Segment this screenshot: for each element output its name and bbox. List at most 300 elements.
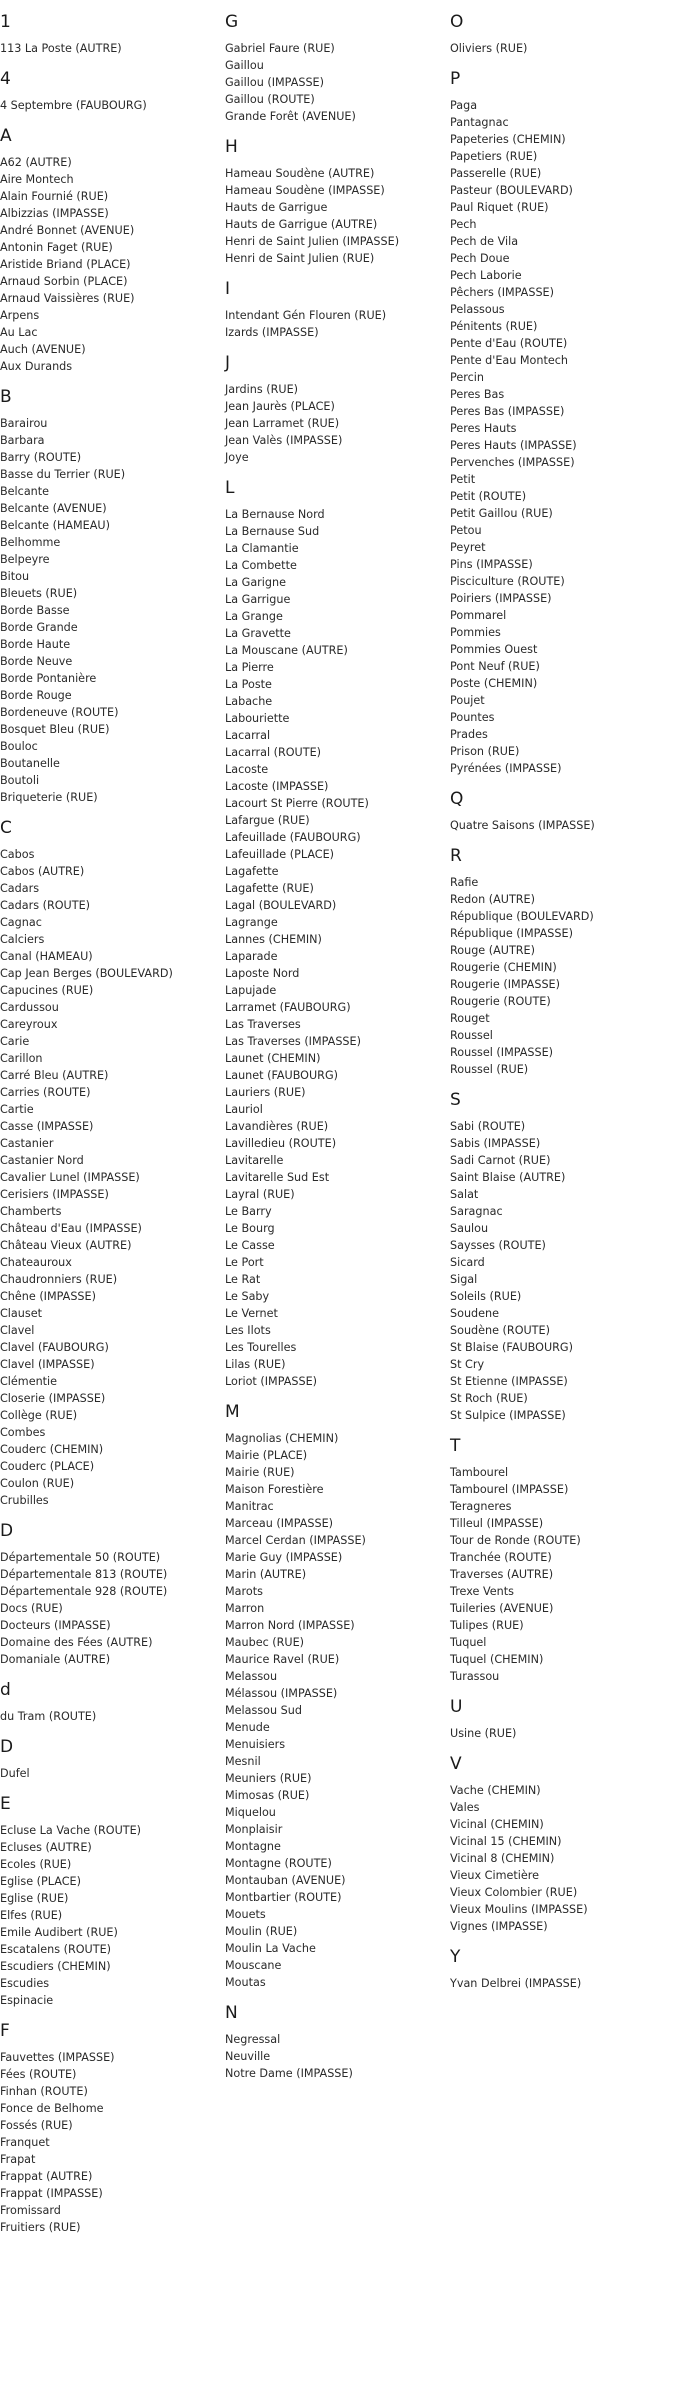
street-item[interactable]: Pénitents (RUE) [450, 320, 538, 333]
street-item[interactable]: Carie [0, 1035, 30, 1048]
street-item[interactable]: Finhan (ROUTE) [0, 2085, 88, 2098]
street-item[interactable]: Pelassous [450, 303, 505, 316]
street-item[interactable]: Peres Hauts [450, 422, 517, 435]
street-item[interactable]: Pêchers (IMPASSE) [450, 286, 554, 299]
street-item[interactable]: Pente d'Eau Montech [450, 354, 568, 367]
street-item[interactable]: 4 Septembre (FAUBOURG) [0, 99, 147, 112]
street-item[interactable]: Borde Pontanière [0, 672, 97, 685]
street-item[interactable]: Pasteur (BOULEVARD) [450, 184, 573, 197]
street-item[interactable]: Chêne (IMPASSE) [0, 1290, 96, 1303]
street-item[interactable]: Gaillou (IMPASSE) [225, 76, 324, 89]
street-item[interactable]: Belcante (HAMEAU) [0, 519, 110, 532]
street-item[interactable]: République (IMPASSE) [450, 927, 573, 940]
street-item[interactable]: Vicinal (CHEMIN) [450, 1818, 544, 1831]
street-item[interactable]: Larramet (FAUBOURG) [225, 1001, 351, 1014]
street-item[interactable]: Maison Forestière [225, 1483, 324, 1496]
street-item[interactable]: Cardussou [0, 1001, 59, 1014]
street-item[interactable]: Layral (RUE) [225, 1188, 295, 1201]
street-item[interactable]: Lapujade [225, 984, 277, 997]
street-item[interactable]: Elfes (RUE) [0, 1909, 63, 1922]
street-item[interactable]: Lavandières (RUE) [225, 1120, 329, 1133]
street-item[interactable]: Chamberts [0, 1205, 62, 1218]
street-item[interactable]: A62 (AUTRE) [0, 156, 72, 169]
street-item[interactable]: St Roch (RUE) [450, 1392, 528, 1405]
street-item[interactable]: Fauvettes (IMPASSE) [0, 2051, 115, 2064]
street-item[interactable]: Eglise (PLACE) [0, 1875, 81, 1888]
street-item[interactable]: Le Casse [225, 1239, 275, 1252]
street-item[interactable]: Clavel (IMPASSE) [0, 1358, 95, 1371]
street-item[interactable]: Castanier [0, 1137, 54, 1150]
street-item[interactable]: Montagne (ROUTE) [225, 1857, 332, 1870]
street-item[interactable]: Vicinal 15 (CHEMIN) [450, 1835, 562, 1848]
street-item[interactable]: Départementale 928 (ROUTE) [0, 1585, 168, 1598]
street-item[interactable]: Arnaud Sorbin (PLACE) [0, 275, 128, 288]
street-item[interactable]: Salat [450, 1188, 479, 1201]
street-item[interactable]: Montagne [225, 1840, 281, 1853]
street-item[interactable]: Jean Valès (IMPASSE) [225, 434, 343, 447]
street-item[interactable]: Jean Jaurès (PLACE) [225, 400, 335, 413]
street-item[interactable]: Rafie [450, 876, 479, 889]
street-item[interactable]: Chaudronniers (RUE) [0, 1273, 118, 1286]
street-item[interactable]: Passerelle (RUE) [450, 167, 542, 180]
street-item[interactable]: Trexe Vents [450, 1585, 514, 1598]
street-item[interactable]: Saint Blaise (AUTRE) [450, 1171, 566, 1184]
street-item[interactable]: Petou [450, 524, 482, 537]
street-item[interactable]: Lafeuillade (FAUBOURG) [225, 831, 361, 844]
street-item[interactable]: La Gravette [225, 627, 291, 640]
street-item[interactable]: Henri de Saint Julien (IMPASSE) [225, 235, 400, 248]
street-item[interactable]: La Poste [225, 678, 272, 691]
street-item[interactable]: Neuville [225, 2050, 271, 2063]
street-item[interactable]: St Sulpice (IMPASSE) [450, 1409, 566, 1422]
street-item[interactable]: Collège (RUE) [0, 1409, 78, 1422]
street-item[interactable]: Pommies [450, 626, 501, 639]
street-item[interactable]: La Garrigue [225, 593, 291, 606]
street-item[interactable]: Lagal (BOULEVARD) [225, 899, 337, 912]
street-item[interactable]: Escudies [0, 1977, 50, 1990]
street-item[interactable]: Cadars [0, 882, 40, 895]
street-item[interactable]: Lacoste [225, 763, 269, 776]
street-item[interactable]: Manitrac [225, 1500, 274, 1513]
street-item[interactable]: Pervenches (IMPASSE) [450, 456, 575, 469]
street-item[interactable]: Quatre Saisons (IMPASSE) [450, 819, 595, 832]
street-item[interactable]: Boutoli [0, 774, 40, 787]
street-item[interactable]: Vieux Colombier (RUE) [450, 1886, 578, 1899]
street-item[interactable]: Tambourel (IMPASSE) [450, 1483, 569, 1496]
street-item[interactable]: Petit [450, 473, 476, 486]
street-item[interactable]: Rougerie (CHEMIN) [450, 961, 557, 974]
street-item[interactable]: Cabos [0, 848, 35, 861]
street-item[interactable]: Peres Bas (IMPASSE) [450, 405, 565, 418]
street-item[interactable]: Crubilles [0, 1494, 49, 1507]
street-item[interactable]: Escudiers (CHEMIN) [0, 1960, 111, 1973]
street-item[interactable]: Les Ilots [225, 1324, 271, 1337]
street-item[interactable]: Las Traverses [225, 1018, 301, 1031]
street-item[interactable]: Fruitiers (RUE) [0, 2221, 81, 2234]
street-item[interactable]: Paga [450, 99, 478, 112]
street-item[interactable]: Pommarel [450, 609, 507, 622]
street-item[interactable]: Mouscane [225, 1959, 282, 1972]
street-item[interactable]: Borde Haute [0, 638, 71, 651]
street-item[interactable]: Lavilledieu (ROUTE) [225, 1137, 337, 1150]
street-item[interactable]: Le Saby [225, 1290, 270, 1303]
street-item[interactable]: Teragneres [450, 1500, 512, 1513]
street-item[interactable]: Pommies Ouest [450, 643, 538, 656]
street-item[interactable]: Tour de Ronde (ROUTE) [450, 1534, 581, 1547]
street-item[interactable]: Petit Gaillou (RUE) [450, 507, 553, 520]
street-item[interactable]: Saysses (ROUTE) [450, 1239, 546, 1252]
street-item[interactable]: André Bonnet (AVENUE) [0, 224, 135, 237]
street-item[interactable]: Intendant Gén Flouren (RUE) [225, 309, 387, 322]
street-item[interactable]: Saragnac [450, 1205, 503, 1218]
street-item[interactable]: Lacourt St Pierre (ROUTE) [225, 797, 369, 810]
street-item[interactable]: Belpeyre [0, 553, 50, 566]
street-item[interactable]: Sabi (ROUTE) [450, 1120, 526, 1133]
street-item[interactable]: Borde Rouge [0, 689, 72, 702]
street-item[interactable]: Poste (CHEMIN) [450, 677, 538, 690]
street-item[interactable]: Château Vieux (AUTRE) [0, 1239, 132, 1252]
street-item[interactable]: Lauriers (RUE) [225, 1086, 306, 1099]
street-item[interactable]: Vieux Moulins (IMPASSE) [450, 1903, 588, 1916]
street-item[interactable]: Franquet [0, 2136, 50, 2149]
street-item[interactable]: Mairie (RUE) [225, 1466, 295, 1479]
street-item[interactable]: Cadars (ROUTE) [0, 899, 91, 912]
street-item[interactable]: Moutas [225, 1976, 266, 1989]
street-item[interactable]: Le Port [225, 1256, 264, 1269]
street-item[interactable]: Antonin Faget (RUE) [0, 241, 113, 254]
street-item[interactable]: La Combette [225, 559, 297, 572]
street-item[interactable]: Lacarral (ROUTE) [225, 746, 322, 759]
street-item[interactable]: Auch (AVENUE) [0, 343, 86, 356]
street-item[interactable]: Lafeuillade (PLACE) [225, 848, 335, 861]
street-item[interactable]: Barbara [0, 434, 45, 447]
street-item[interactable]: Château d'Eau (IMPASSE) [0, 1222, 142, 1235]
street-item[interactable]: Papeteries (CHEMIN) [450, 133, 566, 146]
street-item[interactable]: Canal (HAMEAU) [0, 950, 93, 963]
street-item[interactable]: Le Vernet [225, 1307, 278, 1320]
street-item[interactable]: Bordeneuve (ROUTE) [0, 706, 119, 719]
street-item[interactable]: Magnolias (CHEMIN) [225, 1432, 339, 1445]
street-item[interactable]: Calciers [0, 933, 45, 946]
street-item[interactable]: Lagrange [225, 916, 278, 929]
street-item[interactable]: Launet (CHEMIN) [225, 1052, 321, 1065]
street-item[interactable]: Laparade [225, 950, 278, 963]
street-item[interactable]: Clavel [0, 1324, 35, 1337]
street-item[interactable]: Vache (CHEMIN) [450, 1784, 541, 1797]
street-item[interactable]: Carries (ROUTE) [0, 1086, 91, 1099]
street-item[interactable]: Escatalens (ROUTE) [0, 1943, 112, 1956]
street-item[interactable]: Tulipes (RUE) [450, 1619, 524, 1632]
street-item[interactable]: Labache [225, 695, 273, 708]
street-item[interactable]: Lavitarelle Sud Est [225, 1171, 330, 1184]
street-item[interactable]: Aux Durands [0, 360, 73, 373]
street-item[interactable]: Le Rat [225, 1273, 261, 1286]
street-item[interactable]: Poiriers (IMPASSE) [450, 592, 552, 605]
street-item[interactable]: Vicinal 8 (CHEMIN) [450, 1852, 555, 1865]
street-item[interactable]: Gaillou [225, 59, 264, 72]
street-item[interactable]: Vieux Cimetière [450, 1869, 539, 1882]
street-item[interactable]: Menuisiers [225, 1738, 286, 1751]
street-item[interactable]: Ecluse La Vache (ROUTE) [0, 1824, 142, 1837]
street-item[interactable]: Au Lac [0, 326, 38, 339]
street-item[interactable]: Combes [0, 1426, 46, 1439]
street-item[interactable]: du Tram (ROUTE) [0, 1710, 97, 1723]
street-item[interactable]: Aristide Briand (PLACE) [0, 258, 131, 271]
street-item[interactable]: Cartie [0, 1103, 34, 1116]
street-item[interactable]: Borde Grande [0, 621, 78, 634]
street-item[interactable]: Cap Jean Berges (BOULEVARD) [0, 967, 173, 980]
street-item[interactable]: Départementale 50 (ROUTE) [0, 1551, 161, 1564]
street-item[interactable]: Marin (AUTRE) [225, 1568, 307, 1581]
street-item[interactable]: Marcel Cerdan (IMPASSE) [225, 1534, 366, 1547]
street-item[interactable]: Menude [225, 1721, 270, 1734]
street-item[interactable]: La Clamantie [225, 542, 299, 555]
street-item[interactable]: Peres Bas [450, 388, 505, 401]
street-item[interactable]: Départementale 813 (ROUTE) [0, 1568, 168, 1581]
street-item[interactable]: Vignes (IMPASSE) [450, 1920, 548, 1933]
street-item[interactable]: Tuileries (AVENUE) [450, 1602, 554, 1615]
street-item[interactable]: Turassou [450, 1670, 500, 1683]
street-item[interactable]: Lavitarelle [225, 1154, 284, 1167]
street-item[interactable]: Traverses (AUTRE) [450, 1568, 554, 1581]
street-item[interactable]: Docteurs (IMPASSE) [0, 1619, 111, 1632]
street-item[interactable]: Rougerie (ROUTE) [450, 995, 551, 1008]
street-item[interactable]: Gabriel Faure (RUE) [225, 42, 335, 55]
street-item[interactable]: Monplaisir [225, 1823, 283, 1836]
street-item[interactable]: St Etienne (IMPASSE) [450, 1375, 568, 1388]
street-item[interactable]: Grande Forêt (AVENUE) [225, 110, 356, 123]
street-item[interactable]: Castanier Nord [0, 1154, 84, 1167]
street-item[interactable]: Saulou [450, 1222, 489, 1235]
street-item[interactable]: St Blaise (FAUBOURG) [450, 1341, 573, 1354]
street-item[interactable]: Casse (IMPASSE) [0, 1120, 94, 1133]
street-item[interactable]: Fées (ROUTE) [0, 2068, 77, 2081]
street-item[interactable]: Aire Montech [0, 173, 74, 186]
street-item[interactable]: Izards (IMPASSE) [225, 326, 319, 339]
street-item[interactable]: Percin [450, 371, 484, 384]
street-item[interactable]: Basse du Terrier (RUE) [0, 468, 126, 481]
street-item[interactable]: Sadi Carnot (RUE) [450, 1154, 551, 1167]
street-item[interactable]: Hameau Soudène (IMPASSE) [225, 184, 385, 197]
street-item[interactable]: Marron [225, 1602, 265, 1615]
street-item[interactable]: Domaniale (AUTRE) [0, 1653, 111, 1666]
street-item[interactable]: Borde Basse [0, 604, 70, 617]
street-item[interactable]: Pantagnac [450, 116, 509, 129]
street-item[interactable]: Ecoles (RUE) [0, 1858, 72, 1871]
street-item[interactable]: République (BOULEVARD) [450, 910, 594, 923]
street-item[interactable]: Rouget [450, 1012, 490, 1025]
street-item[interactable]: Jean Larramet (RUE) [225, 417, 340, 430]
street-item[interactable]: Tilleul (IMPASSE) [450, 1517, 544, 1530]
street-item[interactable]: Soleils (RUE) [450, 1290, 522, 1303]
street-item[interactable]: Frappat (AUTRE) [0, 2170, 93, 2183]
street-item[interactable]: Carré Bleu (AUTRE) [0, 1069, 109, 1082]
street-item[interactable]: Tuquel [450, 1636, 487, 1649]
street-item[interactable]: Emile Audibert (RUE) [0, 1926, 118, 1939]
street-item[interactable]: Jardins (RUE) [225, 383, 299, 396]
street-item[interactable]: Belcante [0, 485, 50, 498]
street-item[interactable]: Lagafette [225, 865, 279, 878]
street-item[interactable]: Clémentie [0, 1375, 58, 1388]
street-item[interactable]: Briqueterie (RUE) [0, 791, 98, 804]
street-item[interactable]: Mesnil [225, 1755, 261, 1768]
street-item[interactable]: Sigal [450, 1273, 478, 1286]
street-item[interactable]: Maurice Ravel (RUE) [225, 1653, 340, 1666]
street-item[interactable]: Papetiers (RUE) [450, 150, 538, 163]
street-item[interactable]: Pech de Vila [450, 235, 519, 248]
street-item[interactable]: Pisciculture (ROUTE) [450, 575, 565, 588]
street-item[interactable]: Loriot (IMPASSE) [225, 1375, 318, 1388]
street-item[interactable]: Le Barry [225, 1205, 272, 1218]
street-item[interactable]: Fossés (RUE) [0, 2119, 73, 2132]
street-item[interactable]: Maubec (RUE) [225, 1636, 305, 1649]
street-item[interactable]: Marie Guy (IMPASSE) [225, 1551, 343, 1564]
street-item[interactable]: St Cry [450, 1358, 485, 1371]
street-item[interactable]: La Bernause Sud [225, 525, 320, 538]
street-item[interactable]: Henri de Saint Julien (RUE) [225, 252, 375, 265]
street-item[interactable]: Lafargue (RUE) [225, 814, 310, 827]
street-item[interactable]: Labouriette [225, 712, 290, 725]
street-item[interactable]: Pech Laborie [450, 269, 522, 282]
street-item[interactable]: Lannes (CHEMIN) [225, 933, 322, 946]
street-item[interactable]: Negressal [225, 2033, 281, 2046]
street-item[interactable]: La Bernause Nord [225, 508, 325, 521]
street-item[interactable]: Tranchée (ROUTE) [450, 1551, 552, 1564]
street-item[interactable]: Frapat [0, 2153, 36, 2166]
street-item[interactable]: Marron Nord (IMPASSE) [225, 1619, 355, 1632]
street-item[interactable]: Mairie (PLACE) [225, 1449, 308, 1462]
street-item[interactable]: Espinacie [0, 1994, 54, 2007]
street-item[interactable]: Rougerie (IMPASSE) [450, 978, 560, 991]
street-item[interactable]: Hameau Soudène (AUTRE) [225, 167, 375, 180]
street-item[interactable]: Redon (AUTRE) [450, 893, 535, 906]
street-item[interactable]: Sicard [450, 1256, 485, 1269]
street-item[interactable]: Le Bourg [225, 1222, 275, 1235]
street-item[interactable]: Belcante (AVENUE) [0, 502, 107, 515]
street-item[interactable]: Marceau (IMPASSE) [225, 1517, 334, 1530]
street-item[interactable]: Notre Dame (IMPASSE) [225, 2067, 353, 2080]
street-item[interactable]: Belhomme [0, 536, 61, 549]
street-item[interactable]: Barry (ROUTE) [0, 451, 82, 464]
street-item[interactable]: Carillon [0, 1052, 43, 1065]
street-item[interactable]: Arnaud Vaissières (RUE) [0, 292, 135, 305]
street-item[interactable]: Pente d'Eau (ROUTE) [450, 337, 568, 350]
street-item[interactable]: Soudene [450, 1307, 499, 1320]
street-item[interactable]: La Pierre [225, 661, 274, 674]
street-item[interactable]: Vales [450, 1801, 480, 1814]
street-item[interactable]: Albizzias (IMPASSE) [0, 207, 109, 220]
street-item[interactable]: Moulin (RUE) [225, 1925, 298, 1938]
street-item[interactable]: Cerisiers (IMPASSE) [0, 1188, 109, 1201]
street-item[interactable]: Fromissard [0, 2204, 61, 2217]
street-item[interactable]: Frappat (IMPASSE) [0, 2187, 103, 2200]
street-item[interactable]: Prades [450, 728, 488, 741]
street-item[interactable]: Hauts de Garrigue [225, 201, 328, 214]
street-item[interactable]: La Grange [225, 610, 283, 623]
street-item[interactable]: Montbartier (ROUTE) [225, 1891, 342, 1904]
street-item[interactable]: Cagnac [0, 916, 42, 929]
street-item[interactable]: Roussel [450, 1029, 493, 1042]
street-item[interactable]: Bouloc [0, 740, 38, 753]
street-item[interactable]: Mimosas (RUE) [225, 1789, 310, 1802]
street-item[interactable]: Lauriol [225, 1103, 263, 1116]
street-item[interactable]: Les Tourelles [225, 1341, 297, 1354]
street-item[interactable]: Clavel (FAUBOURG) [0, 1341, 109, 1354]
street-item[interactable]: Marots [225, 1585, 263, 1598]
street-item[interactable]: 113 La Poste (AUTRE) [0, 42, 122, 55]
street-item[interactable]: Arpens [0, 309, 40, 322]
street-item[interactable]: Clauset [0, 1307, 42, 1320]
street-item[interactable]: Boutanelle [0, 757, 60, 770]
street-item[interactable]: Peyret [450, 541, 486, 554]
street-item[interactable]: Bitou [0, 570, 30, 583]
street-item[interactable]: Sabis (IMPASSE) [450, 1137, 541, 1150]
street-item[interactable]: Cabos (AUTRE) [0, 865, 85, 878]
street-item[interactable]: Domaine des Fées (AUTRE) [0, 1636, 153, 1649]
street-item[interactable]: Moulin La Vache [225, 1942, 316, 1955]
street-item[interactable]: Melassou [225, 1670, 278, 1683]
street-item[interactable]: Mouets [225, 1908, 266, 1921]
street-item[interactable]: Joye [225, 451, 249, 464]
street-item[interactable]: Couderc (CHEMIN) [0, 1443, 104, 1456]
street-item[interactable]: Alain Fournié (RUE) [0, 190, 109, 203]
street-item[interactable]: Bleuets (RUE) [0, 587, 78, 600]
street-item[interactable]: Poujet [450, 694, 485, 707]
street-item[interactable]: Coulon (RUE) [0, 1477, 75, 1490]
street-item[interactable]: Pountes [450, 711, 495, 724]
street-item[interactable]: Gaillou (ROUTE) [225, 93, 315, 106]
street-item[interactable]: Pyrénées (IMPASSE) [450, 762, 562, 775]
street-item[interactable]: Petit (ROUTE) [450, 490, 527, 503]
street-item[interactable]: Pont Neuf (RUE) [450, 660, 540, 673]
street-item[interactable]: Peres Hauts (IMPASSE) [450, 439, 577, 452]
street-item[interactable]: Yvan Delbrei (IMPASSE) [450, 1977, 582, 1990]
street-item[interactable]: Lacarral [225, 729, 271, 742]
street-item[interactable]: Lilas (RUE) [225, 1358, 286, 1371]
street-item[interactable]: Careyroux [0, 1018, 58, 1031]
street-item[interactable]: Laposte Nord [225, 967, 300, 980]
street-item[interactable]: Chateauroux [0, 1256, 72, 1269]
street-item[interactable]: Capucines (RUE) [0, 984, 94, 997]
street-item[interactable]: Paul Riquet (RUE) [450, 201, 549, 214]
street-item[interactable]: Couderc (PLACE) [0, 1460, 95, 1473]
street-item[interactable]: Oliviers (RUE) [450, 42, 528, 55]
street-item[interactable]: Roussel (IMPASSE) [450, 1046, 554, 1059]
street-item[interactable]: Dufel [0, 1767, 30, 1780]
street-item[interactable]: Hauts de Garrigue (AUTRE) [225, 218, 378, 231]
street-item[interactable]: Mélassou (IMPASSE) [225, 1687, 338, 1700]
street-item[interactable]: Soudène (ROUTE) [450, 1324, 550, 1337]
street-item[interactable]: Closerie (IMPASSE) [0, 1392, 106, 1405]
street-item[interactable]: Meuniers (RUE) [225, 1772, 312, 1785]
street-item[interactable]: Tambourel [450, 1466, 509, 1479]
street-item[interactable]: La Mouscane (AUTRE) [225, 644, 348, 657]
street-item[interactable]: Montauban (AVENUE) [225, 1874, 346, 1887]
street-item[interactable]: Launet (FAUBOURG) [225, 1069, 338, 1082]
street-item[interactable]: Prison (RUE) [450, 745, 520, 758]
street-item[interactable]: Lacoste (IMPASSE) [225, 780, 329, 793]
street-item[interactable]: Roussel (RUE) [450, 1063, 529, 1076]
street-item[interactable]: Tuquel (CHEMIN) [450, 1653, 544, 1666]
street-item[interactable]: Melassou Sud [225, 1704, 302, 1717]
street-item[interactable]: Borde Neuve [0, 655, 73, 668]
street-item[interactable]: Rouge (AUTRE) [450, 944, 535, 957]
street-item[interactable]: Barairou [0, 417, 48, 430]
street-item[interactable]: Miquelou [225, 1806, 276, 1819]
street-item[interactable]: Fonce de Belhome [0, 2102, 104, 2115]
street-item[interactable]: Bosquet Bleu (RUE) [0, 723, 110, 736]
street-item[interactable]: Docs (RUE) [0, 1602, 63, 1615]
